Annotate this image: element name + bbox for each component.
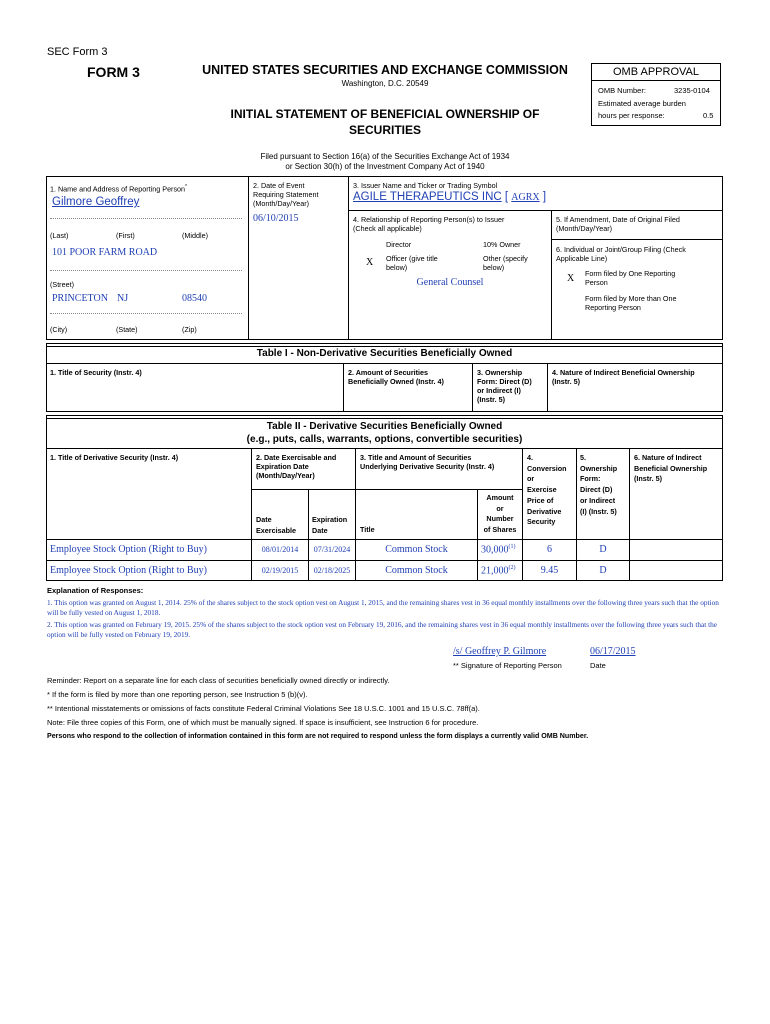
form-number: FORM 3 — [87, 64, 140, 80]
signature-date: 06/17/2015 — [590, 646, 636, 657]
table-2-sub-amount: Amount or Number of Shares — [483, 493, 517, 535]
footnote-1: 1. This option was granted on August 1, 2014. 25% of the shares subject to the stock option vest on August 1, 2015, and the remaining shares vest in 36 equal monthly installments over the following three years such that the option will be fully vested on August 1, 2018. — [47, 598, 719, 617]
state-label: (State) — [116, 325, 138, 334]
omb-hours: 0.5 — [703, 111, 714, 120]
footnote-double-star: ** Intentional misstatements or omissions of facts constitute Federal Criminal Violations See 18 U.S.C. 1001 and 15 U.S.C. 78ff(a). — [47, 704, 480, 713]
row-2-form: D — [599, 565, 607, 576]
row-2-underlying: Common Stock — [385, 565, 448, 576]
omb-title: OMB APPROVAL — [613, 66, 699, 78]
zip-label: (Zip) — [182, 325, 197, 334]
row-1-amount: 30,000$^{(1)}$ — [481, 544, 516, 556]
city-label: (City) — [50, 325, 68, 334]
event-date-label: 2. Date of Event Requiring Statement (Month/Day/Year) — [253, 181, 319, 208]
reporter-name[interactable]: Gilmore Geoffrey — [52, 196, 140, 208]
omb-hours-label: hours per response: — [598, 111, 665, 120]
row-1-expiration: 07/31/2024 — [313, 545, 351, 554]
signature-label: ** Signature of Reporting Person — [453, 661, 562, 670]
ten-pct-owner-label: 10% Owner — [483, 240, 521, 249]
table-1-col-title: 1. Title of Security (Instr. 4) — [50, 368, 142, 377]
table-2-title: Table II - Derivative Securities Beneficially Owned (e.g., puts, calls, warrants, options, convertible securities) — [246, 421, 523, 445]
middle-label: (Middle) — [182, 231, 208, 240]
event-date: 06/10/2015 — [253, 213, 299, 224]
reporter-city: PRINCETON — [52, 293, 108, 304]
form-title: INITIAL STATEMENT OF BENEFICIAL OWNERSHIP OF SECURITIES — [230, 107, 540, 137]
table-2-sub-date-exercisable: Date Exercisable — [256, 515, 296, 535]
table-row: Employee Stock Option (Right to Buy) — [50, 544, 207, 555]
issuer-label: 3. Issuer Name and Ticker or Trading Symbol — [353, 181, 498, 190]
row-1-form: D — [599, 544, 607, 555]
row-1-underlying: Common Stock — [385, 544, 448, 555]
relationship-label: 4. Relationship of Reporting Person(s) to Issuer (Check all applicable) — [353, 215, 505, 233]
table-2-col-nature: 6. Nature of Indirect Beneficial Ownership (Instr. 5) — [634, 453, 708, 484]
omb-disclaimer: Persons who respond to the collection of information contained in this form are not required to respond unless the form displays a currently valid OMB Number. — [47, 732, 589, 740]
row-2-amount: 21,000$^{(2)}$ — [481, 565, 516, 577]
reporter-label: 1. Name and Address of Reporting Person* — [50, 184, 187, 194]
filing-label: 6. Individual or Joint/Group Filing (Check Applicable Line) — [556, 245, 686, 263]
last-label: (Last) — [50, 231, 69, 240]
officer-checkmark: X — [366, 257, 374, 268]
row-1-price: 6 — [547, 544, 552, 555]
row-1-exercisable: 08/01/2014 — [261, 545, 299, 554]
table-2-sub-title: Title — [360, 525, 375, 534]
row-2-exercisable: 02/19/2015 — [261, 566, 299, 575]
omb-burden-label: Estimated average burden — [598, 99, 686, 108]
table-2-col-conversion: 4. Conversion or Exercise Price of Derivative Security — [527, 453, 567, 527]
filed-by-one-label: Form filed by One Reporting Person — [585, 269, 676, 287]
amendment-label: 5. If Amendment, Date of Original Filed (Month/Day/Year) — [556, 215, 680, 233]
filed-pursuant: Filed pursuant to Section 16(a) of the Securities Exchange Act of 1934 or Section 30(h) of the Investment Company Act of 1940 — [260, 152, 510, 171]
table-2-col-ownership: 5. Ownership Form: Direct (D) or Indirect (I) (Instr. 5) — [580, 453, 618, 516]
table-2-col-title: 1. Title of Derivative Security (Instr. 4) — [50, 453, 179, 462]
signature: /s/ Geoffrey P. Gilmore — [453, 646, 547, 657]
table-row: Employee Stock Option (Right to Buy) — [50, 565, 207, 576]
ticker-bracket-open: [ — [504, 191, 509, 203]
issuer-name[interactable]: AGILE THERAPEUTICS INC — [353, 191, 502, 203]
row-2-expiration: 02/18/2025 — [313, 566, 351, 575]
omb-number: 3235-0104 — [674, 86, 710, 95]
sec-form-label: SEC Form 3 — [47, 46, 108, 58]
footnote-2: 2. This option was granted on February 19, 2015. 25% of the shares subject to the stock option vest on February 19, 2016, and the remaining shares vest in 36 equal monthly installments over the following three years such that the option will be fully vested on February 19, 2019. — [47, 620, 718, 639]
reporter-zip: 08540 — [182, 293, 207, 304]
ticker-bracket-close: ] — [542, 191, 547, 203]
first-label: (First) — [116, 231, 135, 240]
reporter-street: 101 POOR FARM ROAD — [52, 247, 158, 258]
table-2-col-dates: 2. Date Exercisable and Expiration Date (Month/Day/Year) — [256, 453, 337, 480]
table-1-col-ownership: 3. Ownership Form: Direct (D) or Indirect (I) (Instr. 5) — [477, 368, 532, 404]
table-1-title: Table I - Non-Derivative Securities Beneficially Owned — [256, 348, 513, 359]
explanation-label: Explanation of Responses: — [47, 586, 144, 595]
other-label: Other (specify below) — [483, 254, 528, 272]
officer-label: Officer (give title below) — [386, 254, 438, 272]
table-2-sub-expiration: Expiration Date — [312, 515, 348, 535]
issuer-name-line — [353, 191, 546, 203]
table-1-col-nature: 4. Nature of Indirect Beneficial Ownership (Instr. 5) — [552, 368, 695, 386]
director-label: Director — [386, 240, 412, 249]
officer-title: General Counsel — [416, 277, 484, 288]
agency-city: Washington, D.C. 20549 — [341, 79, 429, 88]
reporter-state: NJ — [117, 293, 129, 304]
omb-number-label: OMB Number: — [598, 86, 646, 95]
filed-by-more-label: Form filed by More than One Reporting Person — [585, 294, 677, 312]
issuer-ticker[interactable]: AGRX — [511, 192, 540, 203]
footnote-star: * If the form is filed by more than one reporting person, see Instruction 5 (b)(v). — [47, 690, 308, 699]
signature-date-label: Date — [590, 661, 606, 670]
copies-note: Note: File three copies of this Form, one of which must be manually signed. If space is insufficient, see Instruction 6 for procedure. — [47, 718, 479, 727]
agency-title: UNITED STATES SECURITIES AND EXCHANGE COMMISSION — [202, 63, 568, 77]
row-2-price: 9.45 — [540, 565, 559, 576]
reminder-note: Reminder: Report on a separate line for each class of securities beneficially owned directly or indirectly. — [47, 676, 390, 685]
filing-checkmark: X — [567, 273, 575, 284]
street-label: (Street) — [50, 280, 74, 289]
table-2-col-underlying: 3. Title and Amount of Securities Underlying Derivative Security (Instr. 4) — [360, 453, 495, 471]
table-1-col-amount: 2. Amount of Securities Beneficially Owned (Instr. 4) — [348, 368, 444, 386]
